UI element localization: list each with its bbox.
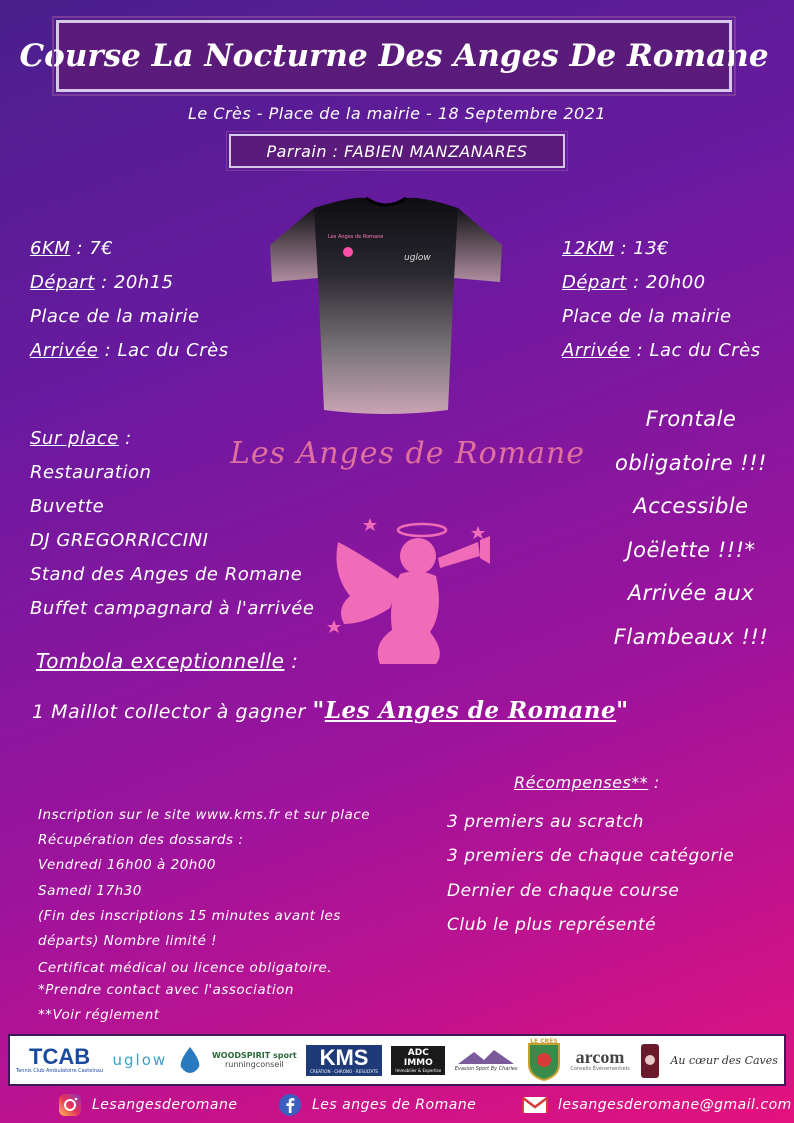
right-arrivee-label: Arrivée xyxy=(562,340,631,361)
right-price: : 13€ xyxy=(620,238,670,259)
tombola-label: Tombola exceptionnelle xyxy=(36,649,285,673)
info-line: Récupération des dossards : xyxy=(38,832,244,849)
sponsors-strip xyxy=(8,1034,786,1086)
event-subtitle: Le Crès - Place de la mairie - 18 Septembre 2021 xyxy=(187,104,607,123)
contact-instagram[interactable] xyxy=(58,1090,237,1120)
sponsor-evasion-name: Evasion Sport By Charles xyxy=(454,1066,518,1072)
right-depart-value: : 20h00 xyxy=(633,272,706,293)
sponsor-adc-name: ADC IMMO xyxy=(403,1047,433,1068)
sponsor-tcab xyxy=(16,1046,103,1074)
sponsor-lecres xyxy=(527,1038,561,1082)
instagram-icon xyxy=(58,1093,82,1117)
sponsor-arcom-name: arcom xyxy=(575,1047,625,1067)
info-line: (Fin des inscriptions 15 minutes avant les xyxy=(38,907,341,924)
facebook-page: Les anges de Romane xyxy=(312,1097,477,1113)
tshirt-illustration xyxy=(262,190,510,416)
maillot-prefix: 1 Maillot collector à gagner xyxy=(32,701,313,723)
list-item: Dernier de chaque course xyxy=(447,880,680,901)
sponsor-adc xyxy=(391,1046,445,1075)
info-line: Samedi 17h30 xyxy=(38,882,142,899)
right-depart-label: Départ xyxy=(562,272,627,293)
note-line: Frontale xyxy=(645,407,737,431)
right-race xyxy=(562,232,761,368)
facebook-icon xyxy=(278,1093,302,1117)
shirt-brand: uglow xyxy=(404,253,431,263)
list-item: 3 premiers de chaque catégorie xyxy=(447,846,735,867)
sponsor-woodspirit xyxy=(212,1051,297,1069)
list-item: Club le plus représenté xyxy=(447,914,657,935)
sponsor-woodspirit-name: WOODSPIRIT sport xyxy=(211,1051,297,1060)
star-icon xyxy=(471,526,485,539)
sponsor-adc-sub: Immobilier & Expertise xyxy=(395,1067,442,1073)
info-line: *Prendre contact avec l'association xyxy=(38,982,294,999)
mail-icon xyxy=(522,1095,548,1115)
sponsor-kms-name: KMS xyxy=(319,1044,369,1070)
recompenses-list xyxy=(447,805,734,942)
contact-facebook[interactable] xyxy=(278,1090,476,1120)
left-distance: 6KM xyxy=(30,238,71,259)
instagram-handle: Lesangesderomane xyxy=(92,1097,238,1113)
info-notes xyxy=(604,398,778,659)
sponsor-running-name: runningconseil xyxy=(224,1060,284,1069)
left-price: : 7€ xyxy=(76,238,114,259)
note-line: Accessible xyxy=(633,494,749,518)
star-icon xyxy=(363,518,377,531)
info-line: **Voir réglement xyxy=(38,1007,160,1024)
tombola-colon: : xyxy=(284,649,299,673)
note-line: Joëlette !!!* xyxy=(626,537,756,562)
note-line: obligatoire !!! xyxy=(615,450,767,475)
recompenses-heading xyxy=(514,773,660,792)
parrain-text: Parrain : FABIEN MANZANARES xyxy=(266,141,528,161)
sponsor-lecres-name: LE CRÈS xyxy=(530,1037,558,1045)
list-item: 3 premiers au scratch xyxy=(447,812,644,832)
left-depart-label: Départ xyxy=(30,272,95,293)
left-race xyxy=(30,232,229,368)
title-box xyxy=(19,20,769,92)
sponsor-tcab-name: TCAB xyxy=(29,1044,91,1069)
sur-place-heading: Sur place xyxy=(30,428,119,449)
note-line: Flambeaux !!! xyxy=(613,624,769,649)
maillot-open-quote: " xyxy=(312,697,325,724)
shirt-logo-text: Les Anges de Romane xyxy=(328,234,384,240)
sponsor-arcom xyxy=(570,1048,629,1072)
right-place: Place de la mairie xyxy=(562,306,732,327)
email-address: lesangesderomane@gmail.com xyxy=(558,1097,792,1113)
tombola-heading xyxy=(36,649,299,673)
maillot-line xyxy=(32,697,629,724)
left-arrivee-label: Arrivée xyxy=(30,340,99,361)
sponsor-uglow xyxy=(113,1051,168,1069)
sponsor-evasion xyxy=(455,1048,518,1072)
recompenses-title: Récompenses** xyxy=(514,773,649,792)
star-icon xyxy=(327,620,341,633)
left-arrivee-value: : Lac du Crès xyxy=(104,340,229,361)
bottle-icon xyxy=(639,1040,661,1080)
sponsor-tcab-sub: Tennis Club Ambulatoire Castelnau xyxy=(16,1068,104,1074)
shirt-angel-icon xyxy=(343,247,353,257)
angel-icon xyxy=(318,512,498,672)
sponsor-caves xyxy=(670,1054,777,1067)
sponsor-kms-sub: CREATION · CHRONO · RESULTATS xyxy=(310,1068,378,1074)
info-line: Certificat médical ou licence obligatoire. xyxy=(38,960,333,977)
page-title: Course La Nocturne Des Anges De Romane xyxy=(19,38,769,74)
mountain-icon xyxy=(456,1048,516,1066)
sponsor-drop-icon xyxy=(177,1045,203,1075)
maillot-close-quote: " xyxy=(616,697,629,724)
sponsor-kms xyxy=(306,1045,382,1076)
note-line: Arrivée aux xyxy=(627,581,755,605)
list-item: DJ GREGORRICCINI xyxy=(30,530,209,551)
maillot-highlight: Les Anges de Romane xyxy=(324,697,617,724)
sponsor-arcom-sub: Conseils Événementiels xyxy=(570,1066,630,1072)
list-item: Restauration xyxy=(30,462,152,483)
brand-script: Les Anges de Romane xyxy=(230,436,586,471)
info-line: départs) Nombre limité ! xyxy=(38,933,218,950)
crest-icon xyxy=(527,1038,561,1082)
left-place: Place de la mairie xyxy=(30,306,200,327)
info-line: Inscription sur le site www.kms.fr et sur place xyxy=(38,807,371,823)
list-item: Buffet campagnard à l'arrivée xyxy=(30,598,315,619)
sur-place-colon: : xyxy=(118,428,132,449)
list-item: Stand des Anges de Romane xyxy=(30,564,303,585)
sponsor-caves-name: Au cœur des Caves xyxy=(670,1053,778,1067)
contact-email[interactable] xyxy=(522,1090,792,1120)
recompenses-colon: : xyxy=(648,773,660,792)
right-arrivee-value: : Lac du Crès xyxy=(636,340,761,361)
list-item: Buvette xyxy=(30,496,105,517)
right-distance: 12KM xyxy=(562,238,615,259)
parrain-box xyxy=(229,134,565,168)
inscription-info xyxy=(38,803,398,1028)
left-depart-value: : 20h15 xyxy=(101,272,174,293)
info-line: Vendredi 16h00 à 20h00 xyxy=(38,857,217,874)
sponsor-uglow-name: uglow xyxy=(112,1051,168,1069)
